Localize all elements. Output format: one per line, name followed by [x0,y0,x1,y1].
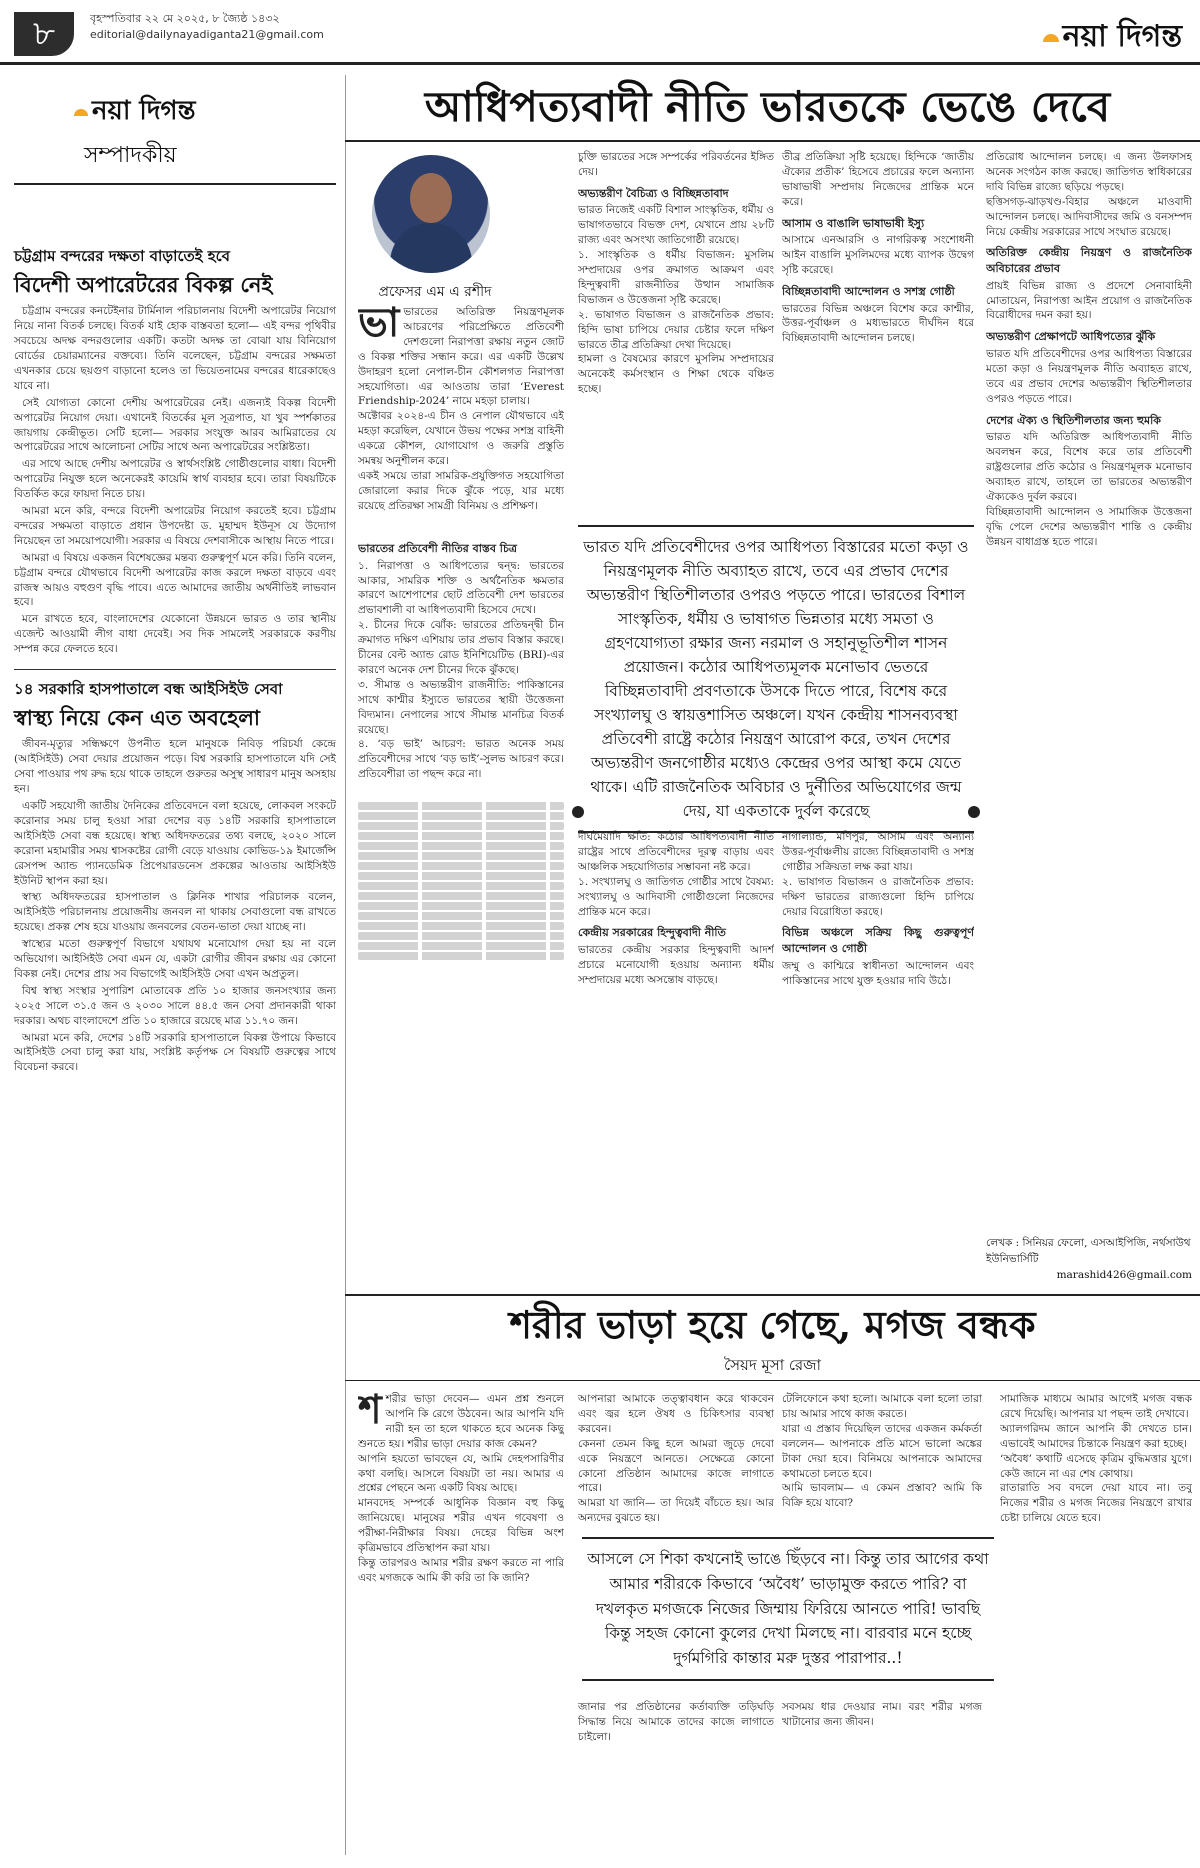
paragraph: সামাজিক মাধ্যমে আমার আগেই মগজ বন্ধক রেখে দিয়েছি। আপনার যা পছন্দ তাই দেখাবে। [1000,1393,1192,1420]
text-line [358,862,564,870]
second-col-2 [578,1392,774,1532]
sun-logo-icon [1043,34,1059,42]
paragraph: ২. চীনের দিকে ঝোঁক: ভারতের প্রতিদ্বন্দ্বী চীন ক্রমাগত দক্ষিণ এশিয়ায় তার প্রভাব বিস্তার করছে। চীনের বেল্ট অ্যান্ড রোড ইনিশিয়েটিভ (BRI)-এর কারণে অনেক দেশ চীনের দিকে ঝুঁকছে। [358,619,564,676]
editorial-2-kicker: ১৪ সরকারি হাসপাতালে বন্ধ আইসিইউ সেবা [14,680,283,699]
second-col-2b [578,1700,774,1860]
main-col-3 [782,150,974,520]
paragraph: জানার পর প্রতিষ্ঠানের কর্তাব্যক্তি তড়িঘড়ি সিদ্ধান্ত নিয়ে আমাকে তাদের কাজে লাগাতে চাইলো। [578,1701,774,1743]
main-col-1c [358,800,564,1285]
paragraph: বিচ্ছিন্নতাবাদী আন্দোলন ও সামাজিক উত্তেজনা বৃদ্ধি পেলে দেশের অভ্যন্তরীণ শান্তি ও কেন্দ্রীয় উন্নয়ন বাধাগ্রস্ত হতে পারে। [986,505,1192,548]
paragraph: চট্টগ্রাম বন্দরের কনটেইনার টার্মিনাল পরিচালনায় বিদেশী অপারেটর নিয়োগ নিয়ে নানা বিতর্ক চলছে। বিতর্ক যাই হোক বাস্তবতা হলো— এই বন্দর পৃথিবীর সবচেয়ে অদক্ষ বন্দরগুলোর একটি। কতটা অদক্ষ তা বোঝা যায় বিনিয়োগ বোর্ডের চেয়ারম্যানের বক্তব্যে। তিনি বলেছেন, চট্টগ্রাম বন্দরের সক্ষমতা এখনকার চেয়ে ছয়গুণ বাড়ানো হলেও তা ভিয়েতনামের বন্দরের ধারেকাছেও যাবে না। [14,305,336,392]
second-col-3 [782,1392,982,1532]
column-divider [345,75,346,1855]
second-pull-quote: আসলে সে শিকা কখনোই ভাঙে ছিঁড়বে না। কিন্তু তার আগের কথা আমার শরীরকে কিভাবে ‘অবৈধ’ ভাড়ামুক্ত করতে পারি? বা দখলকৃত মগজকে নিজের জিম্মায় ফিরিয়ে আনতে পারি! ভাবছি কিন্তু সহজ কোনো কুলের দেখা মিলছে না। বারবার মনে হচ্ছে দুর্গমগিরি কান্তার মরু দুস্তর পারাপার..! [582,1537,994,1681]
paragraph: প্রতিরোধ আন্দোলন চলছে। এ জন্য উলফাসহ অনেক সংগঠন কাজ করছে। জাতিগত স্বাধিকারের দাবি বিভিন্ন রাজ্যে ছড়িয়ে পড়ছে। [986,151,1192,193]
paragraph: বিশ্ব স্বাস্থ্য সংস্থার সুপারিশ মোতাবেক প্রতি ১০ হাজার জনসংখ্যার জন্য ২০২৫ সালে ৩১.৫ জন ও ২০৩০ সালে ৪৪.৫ জন সেবা প্রদানকারী থাকা দরকার। অথচ বাংলাদেশে প্রতি ১০ হাজারে রয়েছে মাত্র ১১.৭০ জন। [14,984,336,1027]
main-lower-col-2 [782,830,974,1285]
text-line [358,932,564,940]
text-line [358,942,564,950]
issue-date: বৃহস্পতিবার ২২ মে ২০২৫, ৮ জ্যৈষ্ঠ ১৪৩২ [90,12,280,25]
text-line [358,952,564,960]
sun-logo-icon [74,109,88,116]
second-col-4 [1000,1392,1192,1862]
text-line [358,882,564,890]
text-line [358,832,564,840]
paragraph: ২. ভাষাগত বিভাজন ও রাজনৈতিক প্রভাব: দক্ষিণ ভারতের রাজ্যগুলো হিন্দি চাপিয়ে দেয়ার বিরোধিতা করছে। [782,875,974,918]
paragraph: জম্মু ও কাশ্মিরে স্বাধীনতা আন্দোলন এবং পাকিস্তানের সাথে যুক্ত হওয়ার দাবি উঠে। [782,959,974,987]
paragraph: আমরা মনে করি, দেশের ১৪টি সরকারি হাসপাতালে বিকল্প উপায়ে কিভাবে আইসিইউ সেবা চালু করা যায়, সংশ্লিষ্ট কর্তৃপক্ষ সে বিষয়টি গুরুত্বের সাথে বিবেচনা করবে। [14,1031,336,1074]
drop-cap: ভা [358,305,400,346]
subheading: কেন্দ্রীয় সরকারের হিন্দুত্ববাদী নীতি [578,926,726,940]
editorial-rule [14,183,336,185]
paragraph: মনে রাখতে হবে, বাংলাদেশের যেকোনো উন্নয়নে ভারত ও তার স্থানীয় এজেন্ট আওয়ামী লীগ বাধা দেবেই। সব দিক সামলেই সরকারকে করণীয় সম্পন্ন করে ফেলতে হবে। [14,613,336,656]
paragraph: ‘অবৈধ’ কথাটি এসেছে কৃত্রিম বুদ্ধিমত্তার যুগে। কেউ জানে না এর শেষ কোথায়। [1000,1452,1192,1480]
main-lower-col-1 [578,830,774,1285]
paragraph: শরীর ভাড়া দেবেন— এমন প্রশ্ন শুনলে আপনি কি রেগে উঠবেন। আর আপনি যদি নারী হন তা হলে থাকতে হবে অনেক কিছু শুনতে হয়। শরীর ভাড়া দেয়ার কাজ কেমন? [358,1393,564,1450]
editorial-logo [74,90,336,134]
editorial-logo-text: নয়া দিগন্ত [92,96,196,126]
paragraph: ৩. সীমান্ত ও অভ্যন্তরীণ রাজনীতি: পাকিস্তানের সাথে কাশ্মীর ইস্যুতে ভারতের স্থায়ী উত্তেজনা বিদ্যমান। নেপালের সাথে সীমান্ত মানচিত্র বিতর্ক রয়েছে। [358,678,564,736]
paragraph: স্বাস্থ্যের মতো গুরুত্বপূর্ণ বিভাগে যথাযথ মনোযোগ দেয়া হয় না বলে অভিযোগ। আইসিইউ সেবা এমন যে, একটা রোগীর জীবন রক্ষায় এর কোনো বিকল্প নেই। দেশের প্রায় সব বিভাগেই আইসিইউ সেবা এখন অপ্রতুল। [14,938,336,980]
second-col-3b [782,1700,982,1860]
paragraph: নাগাল্যান্ড, মণিপুর, আসাম এবং অন্যান্য উত্তর-পূর্বাঞ্চলীয় রাজ্যে বিচ্ছিন্নতাবাদী ও সশস্ত্র গোষ্ঠীর সক্রিয়তা লক্ষ করা যায়। [782,831,974,873]
paragraph: আপনারা আমাকে তত্ত্বাবধান করে থাকবেন এবং জ্বর হলে ঔষধ ও চিকিৎসার ব্যবস্থা করবেন। [578,1393,774,1435]
editorial-1-body [14,304,336,657]
text-line [358,812,564,820]
paragraph: আমরা এ বিষয়ে একজন বিশেষজ্ঞের মন্তব্য গুরুত্বপূর্ণ মনে করি। তিনি বলেন, চট্টগ্রাম বন্দরে যৌথভাবে বিদেশী অপারেটর কাজ করলে দক্ষতা বাড়বে এবং রাজস্ব আয়ও বহুগুণ বৃদ্ধি পাবে। এতে আমাদের জাতীয় অর্থনীতিই লাভবান হবে। [14,551,336,609]
section-rule [345,1380,1200,1381]
subheading: অভ্যন্তরীণ প্রেক্ষাপটে আধিপত্যের ঝুঁকি [986,330,1156,344]
editorial-email[interactable]: editorial@dailynayadiganta21@gmail.com [90,28,324,41]
bullet-dot-icon [968,806,980,818]
paragraph: হামলা ও বৈষম্যের কারণে মুসলিম সম্প্রদায়ের অনেকেই কর্মসংস্থান ও শিক্ষা থেকে বঞ্চিত হচ্ছে। [578,353,774,396]
author-body-shape [390,223,472,273]
subheading: অতিরিক্ত কেন্দ্রীয় নিয়ন্ত্রণ ও রাজনৈতিক অবিচারের প্রভাব [986,246,1192,276]
editorial-column [14,80,336,1858]
editorial-1-kicker: চট্টগ্রাম বন্দরের দক্ষতা বাড়াতেই হবে [14,247,231,265]
subheading: আসাম ও বাঙালি ভাষাভাষী ইস্যু [782,216,925,230]
paragraph: আমরা যা জানি— তা দিয়েই বাঁচতে হয়। আর অন্যদের বুঝতে হয়। [578,1497,774,1525]
paragraph: মানবদেহ সম্পর্কে আধুনিক বিজ্ঞান বহু কিছু জানিয়েছে। মানুষের শরীর এখন গবেষণা ও পরীক্ষা-নিরীক্ষার বিষয়। দেহের বিভিন্ন অংশ কৃত্রিমভাবে প্রতিস্থাপন করা যায়। [358,1497,564,1555]
paragraph: টেলিফোনে কথা হলো। আমাকে বলা হলো তারা চায় আমার সাথে কাজ করতে। [782,1393,982,1420]
paragraph: সবসময় ধার দেওয়ার নাম। বরং শরীর মগজ খাটানোর জন্য জীবন। [782,1701,982,1728]
paragraph: একটি সহযোগী জাতীয় দৈনিকের প্রতিবেদনে বলা হয়েছে, লোকবল সংকটে করোনার সময় চালু হওয়া সারা দেশের বড় ১৪টি সরকারি হাসপাতালে আইসিইউ সেবা বন্ধ হয়েছে। স্বাস্থ্য অধিদফতরের তথ্য বলছে, ২০২০ সালে করোনা মহামারীর সময় শ্বাসকষ্টের রোগী বেড়ে যাওয়ায় কোভিড-১৯ ইমার্জেন্সি রেসপন্স অ্যান্ড প্যানডেমিক প্রিপেয়ারডনেস প্রকল্পের আওতায় আইসিইউ ইউনিট স্থাপন করা হয়। [14,799,336,887]
paragraph: তীব্র প্রতিক্রিয়া সৃষ্টি হয়েছে। হিন্দিকে ‘জাতীয় ঐক্যের প্রতীক’ হিসেবে প্রচারের ফলে অন্যান্য ভাষাভাষী সম্প্রদায় নিজেদের প্রান্তিক মনে করে। [782,151,974,208]
paragraph: আমরা মনে করি, বন্দরে বিদেশী অপারেটর নিয়োগ করতেই হবে। চট্টগ্রাম বন্দরের সক্ষমতা বাড়াতে প্রধান উপদেষ্টা ড. মুহাম্মদ ইউনূস যে উদ্যোগ নিয়েছেন তা সময়োপযোগী। সরকার এ বিষয়ে দেশবাসীকে আস্থায় নিতে পারে। [14,505,336,547]
editorial-1-headline: বিদেশী অপারেটরের বিকল্প নেই [14,272,273,297]
subheading: দেশের ঐক্য ও স্থিতিশীলতার জন্য হুমকি [986,413,1161,427]
paragraph: কিন্তু তারপরও আমার শরীর রক্ষণ করতে না পারি এবং মগজকে আমি কী করি তা কি জানি? [358,1556,564,1584]
writer-email[interactable]: marashid426@gmail.com [1056,1268,1192,1281]
masthead-logo[interactable] [1043,12,1182,63]
author-face-shape [410,173,452,223]
text-line [358,802,564,810]
main-col-2 [578,150,774,520]
text-line [358,852,564,860]
main-col-1 [358,305,564,530]
author-photo [372,155,490,273]
text-line [358,912,564,920]
text-line [358,892,564,900]
paragraph: ১. নিরাপত্তা ও আধিপত্যের দ্বন্দ্ব: ভারতের আকার, সামরিক শক্তি ও অর্থনৈতিক ক্ষমতার কারণে আশেপাশের ছোট প্রতিবেশী দেশ ভারতের প্রভাবশালী বা আধিপত্যবাদী হিসেবে দেখে। [358,559,564,617]
paragraph: প্রায়ই বিভিন্ন রাজ্য ও প্রদেশে সেনাবাহিনী মোতায়েন, নিরাপত্তা আইন প্রয়োগ ও রাজনৈতিক বিরোধীদের দমন করা হয়। [986,279,1192,322]
paragraph: আসামে এনআরসি ও নাগরিকত্ব সংশোধনী আইন বাঙালি মুসলিমদের মধ্যে ব্যাপক উদ্বেগ সৃষ্টি করেছে। [782,234,974,277]
writer-label: লেখক : সিনিয়র ফেলো, এসআইপিজি, নর্থসাউথ ইউনিভার্সিটি [986,1237,1191,1265]
paragraph: ভারত যদি অতিরিক্ত আধিপত্যবাদী নীতি অবলম্বন করে, বিশেষ করে তার প্রতিবেশী রাষ্ট্রগুলোর প্রতি কঠোর ও নিয়ন্ত্রণমূলক মনোভাব অব্যাহত রাখে, তাহলে তা ভারতের অভ্যন্তরীণ ঐক্যকেও দুর্বল করবে। [986,431,1192,503]
subheading: অভ্যন্তরীণ বৈচিত্র্য ও বিচ্ছিন্নতাবাদ [578,186,729,200]
subheading: বিভিন্ন অঞ্চলে সক্রিয় কিছু গুরুত্বপূর্ণ আন্দোলন ও গোষ্ঠী [782,926,974,956]
paragraph: জীবন-মৃত্যুর সন্ধিক্ষণে উপনীত হলে মানুষকে নিবিড় পরিচর্যা কেন্দ্রে (আইসিইউ) সেবা দেয়ার প্রয়োজন পড়ে। বিশ্ব সরকারি হাসপাতালে যদি সেই সেবা পাওয়ার পথ রুদ্ধ হয়ে থাকে তাহলে গুরুতর অসুস্থ সাধারণ মানুষ অসহায় হন। [14,738,336,796]
second-col-1 [358,1392,564,1862]
editorial-label: সম্পাদকীয় [84,143,177,168]
editorial-2-headline: স্বাস্থ্য নিয়ে কেন এত অবহেলা [14,705,261,731]
headline-rule [345,140,1200,142]
masthead-logo-text: নয়া দিগন্ত [1062,19,1182,54]
paragraph: যারা এ প্রস্তাব দিয়েছিল তাদের একজন কর্মকর্তা বললেন— আপনাকে প্রতি মাসে ভালো অঙ্কের টাকা দেয়া হবে। বিনিময়ে আপনাকে আমাদের কথামতো চলতে হবে। [782,1422,982,1480]
paragraph: আপনি হয়তো ভাবছেন যে, আমি দেহপসারিণীর কথা বলছি। আসলে বিষয়টা তা নয়। আমার এ প্রশ্নের পেছনে অন্য একটি বিষয় আছে। [358,1452,564,1495]
main-col-4 [986,150,1192,1230]
paragraph: স্বাস্থ্য অধিদফতরের হাসপাতাল ও ক্লিনিক শাখার পরিচালক বলেন, আইসিইউ পরিচালনায় প্রয়োজনীয় জনবল না থাকায় সেবাগুলো বন্ধ রাখতে হয়েছে। প্রকল্প শেষ হয়ে যাওয়ায় জনবলের বেতন-ভাতা দেয়া যাচ্ছে না। [14,891,336,934]
paragraph: ১. সাংস্কৃতিক ও ধর্মীয় বিভাজন: মুসলিম সম্প্রদায়ের ওপর ক্রমাগত আক্রমণ এবং হিন্দুত্ববাদী রাজনীতির উত্থান সামাজিক বিভাজন ও উত্তেজনা সৃষ্টি করেছে। [578,249,774,306]
paragraph: ২. ভাষাগত বিভাজন ও রাজনৈতিক প্রভাব: হিন্দি ভাষা চাপিয়ে দেয়ার চেষ্টার ফলে দক্ষিণ ভারতে তীব্র প্রতিক্রিয়া দেখা দিয়েছে। [578,308,774,351]
paragraph: অক্টোবর ২০২৪-এ চীন ও নেপাল যৌথভাবে এই মহড়া করেছিল, যেখানে উভয় পক্ষের সশস্ত্র বাহিনী একত্রে কৌশল, যোগাযোগ ও জরুরি প্রস্তুতি সমন্বয় অনুশীলন করে। [358,410,564,468]
paragraph: কেননা তেমন কিছু হলে আমরা জুড়ে দেবো একে নিয়ন্ত্রণে আনতে। সেক্ষেত্রে কোনো কোনো প্রতিষ্ঠান আমাদের কাজে লাগাতে পারে। [578,1437,774,1495]
header-rule [0,62,1200,65]
paragraph: রাতারাতি সব বদলে দেয়া যাবে না। তবু নিজের শরীর ও মগজ নিজের নিয়ন্ত্রণে রাখার চেষ্টা চালিয়ে যেতে হবে। [1000,1482,1192,1525]
drop-cap: শ [358,1392,382,1433]
paragraph: ভারত নিজেই একটি বিশাল সাংস্কৃতিক, ধর্মীয় ও ভাষাগতভাবে বিভক্ত দেশ, যেখানে প্রায় ২৮টি রাজ্য এবং অসংখ্য জাতিগোষ্ঠী রয়েছে। [578,204,774,247]
second-headline: শরীর ভাড়া হয়ে গেছে, মগজ বন্ধক [509,1302,1036,1347]
paragraph: ভারতের কেন্দ্রীয় সরকার হিন্দুত্ববাদী আদর্শ প্রচারে মনোযোগী হওয়ায় অন্যান্য ধর্মীয় সম্প্রদায়ের মধ্যে অসন্তোষ বাড়ছে। [578,944,774,986]
bullet-dot-icon [572,806,584,818]
author-name: প্রফেসর এম এ রশীদ [378,284,492,300]
main-pull-quote: ভারত যদি প্রতিবেশীদের ওপর আধিপত্য বিস্তারের মতো কড়া ও নিয়ন্ত্রণমূলক নীতি অব্যাহত রাখে, তবে এর প্রভাব দেশের অভ্যন্তরীণ স্থিতিশীলতার ওপরও পড়তে পারে। ভারতের বিশাল সাংস্কৃতিক, ধর্মীয় ও ভাষাগত ভিন্নতার মধ্যে সমতা ও গ্রহণযোগ্যতা রক্ষার জন্য নরমাল ও সহানুভূতিশীল শাসন প্রয়োজন। কঠোর আধিপত্যমূলক মনোভাব ভেতরে বিচ্ছিন্নতাবাদী প্রবণতাকে উসকে দিতে পারে, বিশেষ করে সংখ্যালঘু ও স্বায়ত্তশাসিত অঞ্চলে। যখন কেন্দ্রীয় শাসনব্যবস্থা প্রতিবেশী রাষ্ট্রে কঠোর নিয়ন্ত্রণ আরোপ করে, তখন দেশের অভ্যন্তরীণ জনগোষ্ঠীর মধ্যেও কেন্দ্রের ওপর আস্থা কমে যেতে থাকে। এটি রাজনৈতিক অবিচার ও দুর্নীতির অভিযোগের জন্ম দেয়, যা একতাকে দুর্বল করেছে [578,525,974,833]
paragraph: চুক্তি ভারতের সঙ্গে সম্পর্কের পরিবর্তনের ইঙ্গিত দেয়। [578,151,774,178]
editorial-2-body [14,737,336,1075]
page-number: ৮ [14,12,74,56]
paragraph: অ্যালগরিদম জানে আপনি কী দেখতে চান। এভাবেই আমাদের চিন্তাকে নিয়ন্ত্রণ করা হচ্ছে। [1000,1422,1192,1450]
main-headline: আধিপত্যবাদী নীতি ভারতকে ভেঙে দেবে [424,82,1111,131]
writer-info [986,1236,1192,1283]
second-author: সৈয়দ মূসা রেজা [724,1356,821,1374]
paragraph: আমি ভাবলাম— এ কেমন প্রস্তাব? আমি কি বিক্রি হয়ে যাবো? [782,1482,982,1510]
paragraph: এর সাথে আছে দেশীয় অপারেটর ও স্বার্থসংশ্লিষ্ট গোষ্ঠীগুলোর বাধা। বিদেশী অপারেটর নিযুক্ত হলে অনেকেরই কায়েমি স্বার্থ ব্যবহার হবে। তারা বিষয়টিকে বিতর্কিত করে ফায়দা নিতে চায়। [14,458,336,501]
section-divider [14,669,336,670]
paragraph: ভারতের অতিরিক্ত নিয়ন্ত্রণমূলক আচরণের পরিপ্রেক্ষিতে প্রতিবেশী দেশগুলো নিরাপত্তা রক্ষায় নতুন জোট ও বিকল্প শক্তির সন্ধান করে। এর একটি উল্লেখ উদাহরণ হলো নেপাল-চীন কৌশলগত নিরাপত্তা সহযোগিতা। এর আওতায় তারা ‘Everest Friendship-2024’ নামে মহড়া চালায়। [358,306,564,408]
text-line [358,872,564,880]
subheading: ভারতের প্রতিবেশী নীতির বাস্তব চিত্র [358,542,517,555]
paragraph: একই সময়ে তারা সামরিক-প্রযুক্তিগত সহযোগিতা জোরালো করার দিকে ঝুঁকে পড়ে, যার মধ্যে রয়েছে প্রতিরক্ষা সামগ্রী বিনিময় ও প্রশিক্ষণ। [358,469,564,512]
paragraph: ভারত যদি প্রতিবেশীদের ওপর আধিপত্য বিস্তারের মতো কড়া ও নিয়ন্ত্রণমূলক নীতি অব্যাহত রাখে, তবে এর প্রভাব দেশের অভ্যন্তরীণ স্থিতিশীলতার ওপরও পড়তে পারে। [986,347,1192,405]
main-col-1b [358,535,564,795]
paragraph: ভারতের বিভিন্ন অঞ্চলে বিশেষ করে কাশ্মীর, উত্তর-পূর্বাঞ্চল ও মধ্যভারতে দীর্ঘদিন ধরে বিচ্ছিন্নতাবাদী আন্দোলন চলছে। [782,302,974,345]
paragraph: ছত্তিসগড়-ঝাড়খণ্ড-বিহার অঞ্চলে মাওবাদী আন্দোলন চলছে। আদিবাসীদের জমি ও বনসম্পদ নিয়ে কেন্দ্রীয় সরকারের সাথে সংঘাত রয়েছে। [986,195,1192,238]
text-line [358,902,564,910]
paragraph: দীর্ঘমেয়াদি ক্ষতি: কঠোর আধিপত্যবাদী নীতি রাষ্ট্রের সাথে প্রতিবেশীদের দূরত্ব বাড়ায় এবং আঞ্চলিক সহযোগিতার সম্ভাবনা নষ্ট করে। [578,831,774,873]
paragraph: ১. সংখ্যালঘু ও জাতিগত গোষ্ঠীর সাথে বৈষম্য: সংখ্যালঘু ও আদিবাসী গোষ্ঠীগুলো নিজেদের প্রান্তিক মনে করে। [578,875,774,918]
subheading: বিচ্ছিন্নতাবাদী আন্দোলন ও সশস্ত্র গোষ্ঠী [782,284,955,298]
text-line [358,822,564,830]
text-line [358,922,564,930]
paragraph: সেই যোগ্যতা কোনো দেশীয় অপারেটরের নেই। এজন্যই বিকল্প বিদেশী অপারেটর নিয়োগ দেয়া। এখানেই বিতর্কের মূল সূত্রপাত, যা খুব স্পর্শকাতর জায়গায় কেন্দ্রীভূত। সেটি হলো— সরকার সংযুক্ত আরব আমিরাতের যে অপারেটরের সাথে আলোচনা সেটির সাথে অন্য অপারেটরের সংশ্লিষ্টতা। [14,396,336,454]
text-line [358,842,564,850]
paragraph: ৪. ‘বড় ভাই’ আচরণ: ভারত অনেক সময় প্রতিবেশীদের সাথে ‘বড় ভাই’-সুলভ আচরণ করে। প্রতিবেশীরা তা পছন্দ করে না। [358,738,564,781]
